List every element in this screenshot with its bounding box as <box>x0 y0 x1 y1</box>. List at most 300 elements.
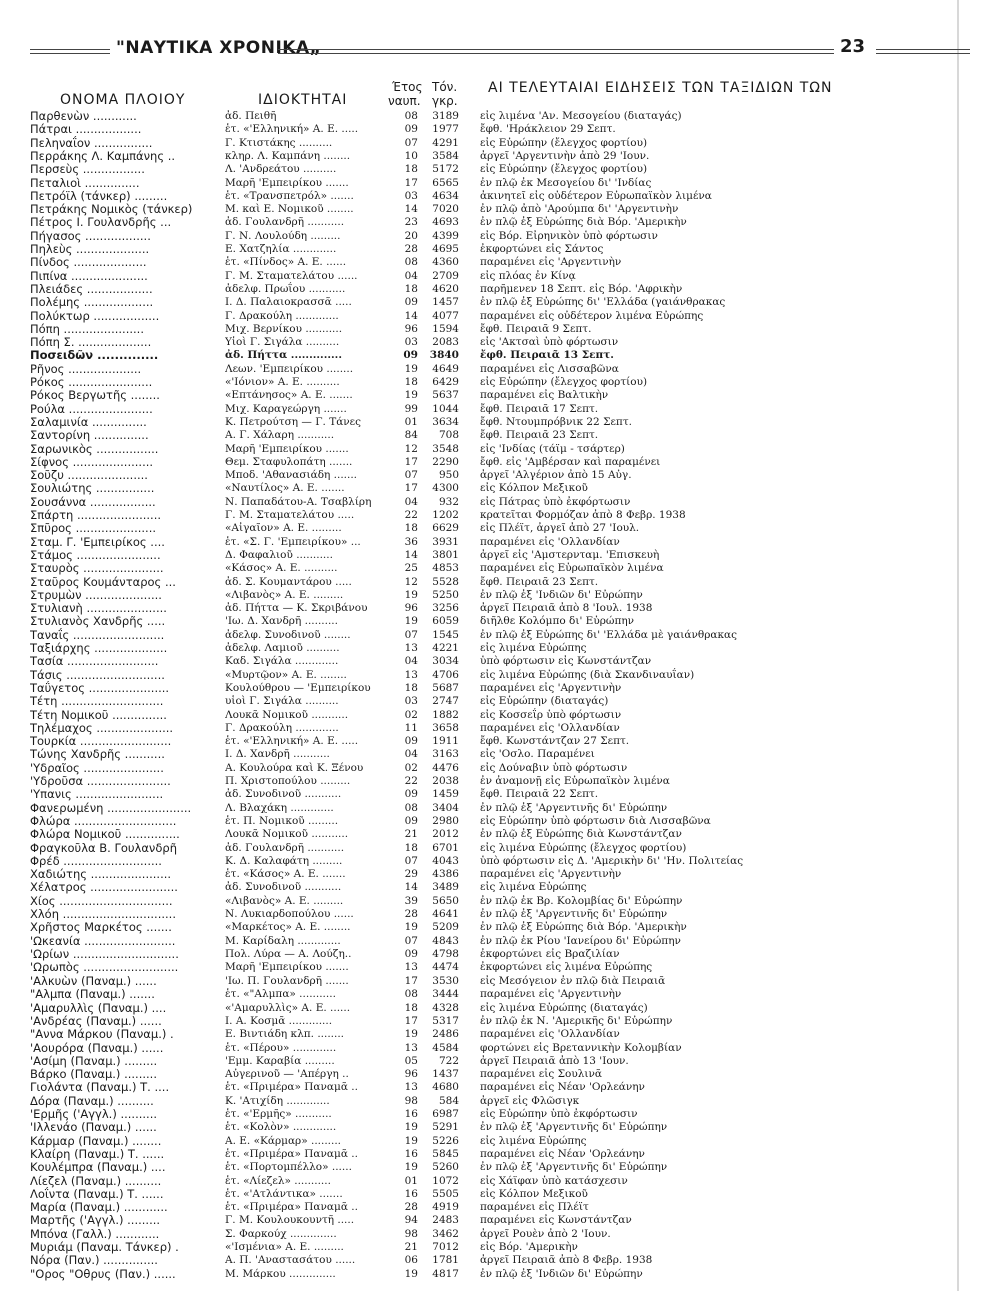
voyage-news: εἰς Μεσόγειον ἐν πλῷ διὰ Πειραιᾶ <box>480 975 666 987</box>
gross-tonnage: 584 <box>438 1094 459 1107</box>
owner-name: Γ. Μ. Σταματελάτου ...... <box>225 269 358 282</box>
voyage-news: παραμένει εἰς Πλέϊτ <box>480 1201 589 1214</box>
table-row <box>0 920 1000 934</box>
ship-name: 'Ιλλενάο (Παναμ.) ...... <box>30 1120 157 1135</box>
voyage-news: παραμένει εἰς Βαλτικὴν <box>480 389 609 402</box>
column-header-ship: ΟΝΟΜΑ ΠΛΟΙΟΥ <box>60 92 186 108</box>
owner-name: Δ. Φαφαλιοῦ ........... <box>225 548 333 561</box>
table-row <box>0 827 1000 841</box>
owner-name: Κ. 'Ατιχίδη ............. <box>225 1094 330 1107</box>
build-year: 14 <box>404 309 418 322</box>
build-year: 03 <box>404 336 418 349</box>
gross-tonnage: 2483 <box>432 1214 459 1227</box>
build-year: 18 <box>404 1001 418 1014</box>
table-row <box>0 854 1000 868</box>
owner-name: ἑτ. «Πίνδος» Α. Ε. ...... <box>225 256 347 269</box>
voyage-news: ἐν πλῷ ἐκ Ν. 'Αμερικῆς δι' Εὐρώπην <box>480 1014 673 1027</box>
owner-name: Μποδ. 'Αθανασιάδη ....... <box>225 469 358 482</box>
gross-tonnage: 2038 <box>432 775 459 787</box>
build-year: 17 <box>404 455 418 468</box>
owner-name: «'Ιόνιον» Α. Ε. .......... <box>225 376 340 388</box>
build-year: 21 <box>404 828 418 841</box>
build-year: 14 <box>404 881 418 894</box>
table-row <box>0 415 1000 429</box>
build-year: 21 <box>404 1241 418 1253</box>
gross-tonnage: 6701 <box>432 841 459 854</box>
table-row <box>0 1147 1000 1161</box>
owner-name: Μιχ. Βερνίκου ........... <box>225 322 343 335</box>
gross-tonnage: 2083 <box>432 336 459 349</box>
table-row <box>0 747 1000 761</box>
table-row <box>0 322 1000 336</box>
build-year: 19 <box>404 588 418 601</box>
voyage-news: ἐν ἀναμονῇ εἰς Εὐρωπαϊκὸν λιμένα <box>480 775 670 787</box>
ship-name: Χέλατρος ........................ <box>30 880 178 895</box>
ship-name: Ρόκος ....................... <box>30 375 153 389</box>
owner-name: ἑτ. «Κάσος» Α. Ε. ....... <box>225 868 346 881</box>
build-year: 07 <box>404 469 418 482</box>
voyage-news: εἰς λιμένα Εὐρώπης <box>480 642 587 654</box>
table-row <box>0 1174 1000 1188</box>
gross-tonnage: 4291 <box>432 136 459 149</box>
owner-name: Μ. καὶ Ε. Νομικοῦ ........ <box>225 203 354 216</box>
ship-name: Νόρα (Παν.) ............... <box>30 1253 158 1268</box>
owner-name: Γ. Δρακούλη ............. <box>225 309 339 322</box>
gross-tonnage: 932 <box>438 495 459 508</box>
voyage-news: ἔφθ. Πειραιᾶ 22 Σεπτ. <box>480 788 599 801</box>
ship-name: Σταμ. Γ. 'Εμπειρίκος .... <box>30 534 165 549</box>
build-year: 84 <box>404 429 418 442</box>
build-year: 98 <box>404 1227 418 1240</box>
gross-tonnage: 4695 <box>432 243 459 255</box>
gross-tonnage: 3801 <box>432 548 459 561</box>
table-row <box>0 867 1000 881</box>
ship-name: Σταυρὸς ...................... <box>30 561 164 576</box>
build-year: 23 <box>404 216 418 229</box>
column-header-year-1: Έτος <box>392 80 423 94</box>
gross-tonnage: 6987 <box>432 1108 459 1120</box>
voyage-news: εἰς Εὐρώπην (ἔλεγχος φορτίου) <box>480 376 648 388</box>
ship-name: Πέτρος Ι. Γουλανδρῆς ... <box>30 215 172 230</box>
owner-name: ἑτ. «Πριμέρα» Παναμᾶ .. <box>225 1147 358 1160</box>
voyage-news: εἰς Πλέϊτ, ἀργεῖ ἀπὸ 27 'Ιουλ. <box>480 522 640 535</box>
table-row <box>0 495 1000 509</box>
voyage-news: εἰς Κόλπον Μεξικοῦ <box>480 482 588 495</box>
gross-tonnage: 4919 <box>432 1201 459 1214</box>
voyage-news: ἀργεῖ 'Αργεντινὴν ἀπὸ 29 'Ιουν. <box>480 149 650 162</box>
build-year: 01 <box>404 415 418 428</box>
owner-name: «'Αμαρυλλὶς» Α. Ε. ...... <box>225 1001 351 1014</box>
build-year: 28 <box>404 1201 418 1214</box>
voyage-news: ἐν πλῷ ἐξ Εὐρώπης διὰ Βόρ. 'Αμερικὴν <box>480 921 687 934</box>
build-year: 16 <box>404 1108 418 1120</box>
build-year: 19 <box>404 1028 418 1041</box>
owner-name: Λ. Βλαχάκη ............. <box>225 801 334 814</box>
voyage-news: ἐν πλῷ ἐξ 'Αργεντινῆς δι' Εὐρώπην <box>480 1161 668 1174</box>
owner-name: «Αἰγαῖον» Α. Ε. ......... <box>225 522 342 535</box>
table-row <box>0 575 1000 589</box>
ship-name: Ρόκος Βεργωτῆς ........ <box>30 388 160 403</box>
owner-name: ἑτ. «'Ελληνική» Α. Ε. ..... <box>225 735 359 748</box>
owner-name: ἑτ. «Πορτομπέλλο» ...... <box>225 1161 352 1174</box>
build-year: 01 <box>404 1174 418 1187</box>
gross-tonnage: 5650 <box>432 894 459 907</box>
owner-name: Μ. Καρίδαλη ............. <box>225 934 341 947</box>
gross-tonnage: 2486 <box>432 1028 459 1041</box>
build-year: 13 <box>404 1041 418 1054</box>
gross-tonnage: 5845 <box>432 1147 459 1160</box>
gross-tonnage: 4641 <box>432 908 459 920</box>
gross-tonnage: 950 <box>438 469 459 482</box>
ship-name: Πιπίνα ..................... <box>30 268 148 283</box>
voyage-news: παραμένει εἰς 'Αργεντινὴν <box>480 256 622 269</box>
build-year: 12 <box>404 442 418 455</box>
table-row <box>0 255 1000 269</box>
gross-tonnage: 4584 <box>432 1041 459 1054</box>
build-year: 09 <box>404 947 418 960</box>
table-row <box>0 508 1000 522</box>
voyage-news: παραμένει εἰς Εὐρωπαϊκὸν λιμένα <box>480 562 664 575</box>
build-year: 07 <box>404 854 418 867</box>
build-year: 19 <box>404 1161 418 1174</box>
ship-name: Βάρκο (Παναμ.) ......... <box>30 1067 157 1082</box>
voyage-news: εἰς πλόας ἐν Κίνᾳ <box>480 269 576 282</box>
owner-name: ἀδ. Πειθῆ <box>225 110 277 122</box>
voyage-news: εἰς λιμένα Εὐρώπης (διὰ Σκανδιναυΐαν) <box>480 668 695 681</box>
voyage-news: παραμένει εἰς Νέαν 'Ορλεάνην <box>480 1081 645 1094</box>
ship-name: Πεταλιοὶ ............... <box>30 175 140 190</box>
gross-tonnage: 3444 <box>432 988 459 1001</box>
owner-name: Λουκᾶ Νομικοῦ ........... <box>225 828 349 841</box>
owner-name: «Μαρκέτος» Α. Ε. ........ <box>225 921 351 934</box>
table-row <box>0 136 1000 150</box>
table-row <box>0 801 1000 815</box>
voyage-news: ἔφθ. Κωνστάντζαν 27 Σεπτ. <box>480 735 630 748</box>
table-row <box>0 202 1000 216</box>
owner-name: Ι. Δ. Παλαιοκρασσᾶ ..... <box>225 296 352 309</box>
gross-tonnage: 1457 <box>432 296 459 309</box>
build-year: 04 <box>404 655 418 668</box>
build-year: 20 <box>404 229 418 242</box>
voyage-news: ἔφθ. εἰς 'Αμβέρσαν καὶ παραμένει <box>480 455 661 468</box>
gross-tonnage: 4300 <box>432 482 459 495</box>
build-year: 18 <box>404 841 418 854</box>
build-year: 07 <box>404 136 418 149</box>
ship-name: Πίνδος .................... <box>30 255 147 270</box>
owner-name: 'Εμμ. Καραβία ......... <box>225 1054 335 1067</box>
voyage-news: ἔφθ. Πειραιᾶ 17 Σεπτ. <box>480 402 599 415</box>
build-year: 08 <box>404 110 418 122</box>
owner-name: κληρ. Λ. Καμπάνη ........ <box>225 149 351 162</box>
owner-name: ἀδ. Πήττα — Κ. Σκριβάνου <box>225 602 368 615</box>
ship-name: Σοῦζυ ...................... <box>30 468 148 483</box>
table-row <box>0 1094 1000 1108</box>
build-year: 28 <box>404 908 418 920</box>
table-row <box>0 162 1000 176</box>
gross-tonnage: 1882 <box>432 708 459 721</box>
ship-name: Πλειάδες .................. <box>30 281 153 296</box>
table-row <box>0 362 1000 376</box>
voyage-news: ἐκφορτώνει εἰς Βραζιλίαν <box>480 947 620 960</box>
table-row <box>0 668 1000 682</box>
ship-name: Ποσειδῶν .............. <box>30 348 159 363</box>
voyage-news: ἐκφορτώνει εἰς Σάντος <box>480 243 604 255</box>
owner-name: ἑτ. «Κολὸν» ............. <box>225 1121 337 1134</box>
ship-name: "Αλμπα (Παναμ.) ....... <box>30 987 155 1002</box>
table-row <box>0 428 1000 442</box>
voyage-news: παραμένει εἰς Νέαν 'Ορλεάνην <box>480 1147 645 1160</box>
table-row <box>0 1107 1000 1121</box>
build-year: 28 <box>404 243 418 255</box>
build-year: 11 <box>404 721 418 734</box>
table-row <box>0 375 1000 389</box>
build-year: 18 <box>404 376 418 388</box>
table-row <box>0 122 1000 136</box>
owner-name: «Λιβανὸς» Α. Ε. ......... <box>225 894 344 907</box>
build-year: 18 <box>404 522 418 535</box>
table-row <box>0 309 1000 323</box>
gross-tonnage: 2290 <box>432 455 459 468</box>
table-row <box>0 109 1000 123</box>
table-row <box>0 894 1000 908</box>
owner-name: Μαρῆ 'Εμπειρίκου ....... <box>225 176 349 189</box>
ship-name: Τέτη Νομικοῦ ............... <box>30 707 167 722</box>
gross-tonnage: 1202 <box>432 509 459 521</box>
build-year: 18 <box>404 163 418 176</box>
build-year: 06 <box>404 1254 418 1267</box>
build-year: 09 <box>404 814 418 827</box>
voyage-news: ἀργεῖ εἰς Φλῶσιγκ <box>480 1094 580 1107</box>
gross-tonnage: 3840 <box>429 349 459 362</box>
owner-name: ἑτ. «Πριμέρα» Παναμᾶ .. <box>225 1081 358 1094</box>
gross-tonnage: 5505 <box>432 1187 459 1200</box>
table-row <box>0 1200 1000 1214</box>
table-row <box>0 641 1000 655</box>
gross-tonnage: 2012 <box>432 828 459 841</box>
owner-name: Ι. Α. Κοσμᾶ ............. <box>225 1014 333 1027</box>
table-row <box>0 1227 1000 1241</box>
ship-name: Σουλιώτης ................ <box>30 481 155 496</box>
owner-name: ἑτ. «Λίεζελ» ........... <box>225 1174 331 1187</box>
page-header <box>30 38 970 62</box>
owner-name: Κ. Δ. Καλαφάτη ......... <box>225 854 343 867</box>
voyage-news: εἰς λιμένα Εὐρώπης <box>480 881 587 894</box>
gross-tonnage: 1437 <box>432 1068 459 1081</box>
owner-name: Ε. Χατζηλία ............. <box>225 243 337 255</box>
build-year: 13 <box>404 668 418 681</box>
column-header-year-2: ναυπ. <box>388 94 421 108</box>
voyage-news: ἀργεῖ 'Αλγέριον ἀπὸ 15 Αὐγ. <box>480 469 632 482</box>
table-row <box>0 934 1000 948</box>
ship-name: 'Αουρόρα (Παναμ.) ...... <box>30 1040 164 1055</box>
ship-name: Λίεζελ (Παναμ.) .......... <box>30 1173 162 1188</box>
owner-name: Α. Π. 'Αναστασάτου ...... <box>225 1254 356 1267</box>
owner-name: Γ. Κτιστάκης .......... <box>225 136 333 149</box>
table-row <box>0 628 1000 642</box>
build-year: 39 <box>404 894 418 907</box>
gross-tonnage: 1545 <box>432 628 459 641</box>
owner-name: Κ. Πετρούτση — Γ. Τάνες <box>225 415 362 428</box>
table-row <box>0 1027 1000 1041</box>
voyage-news: ὑπὸ φόρτωσιν εἰς Κωνστάντζαν <box>480 655 652 668</box>
gross-tonnage: 6629 <box>432 522 459 535</box>
gross-tonnage: 4476 <box>432 761 459 774</box>
voyage-news: ἐν πλῷ ἐξ 'Ινδιῶν δι' Εὐρώπην <box>480 1267 643 1280</box>
owner-name: Καδ. Σιγάλα ............. <box>225 655 339 668</box>
build-year: 36 <box>404 535 418 548</box>
owner-name: Μαρῆ 'Εμπειρίκου ....... <box>225 961 349 974</box>
table-row <box>0 974 1000 988</box>
build-year: 14 <box>404 548 418 561</box>
owner-name: Ν. Παπαδάτου-Α. Τσαβλίρη <box>225 495 372 508</box>
ship-name: 'Υδραῖος ...................... <box>30 760 164 775</box>
build-year: 08 <box>404 256 418 269</box>
gross-tonnage: 4853 <box>432 562 459 575</box>
gross-tonnage: 1594 <box>432 322 459 335</box>
owner-name: ἀδ. Συνοδινοῦ ........... <box>225 881 342 894</box>
voyage-news: φορτώνει εἰς Βρεταννικὴν Κολομβίαν <box>480 1041 682 1054</box>
owner-name: Μαρῆ 'Εμπειρίκου ....... <box>225 442 349 455</box>
build-year: 19 <box>404 615 418 628</box>
table-row <box>0 1001 1000 1015</box>
owner-name: Γ. Ν. Λουλούδη ......... <box>225 229 341 242</box>
ship-name: Σαρωνικὸς ................. <box>30 441 159 456</box>
owner-name: ἀδ. Γουλανδρῆ ........... <box>225 216 345 229</box>
owner-name: Γ. Μ. Κουλουκουντῆ ..... <box>225 1214 355 1227</box>
gross-tonnage: 3256 <box>432 602 459 615</box>
gross-tonnage: 708 <box>438 429 459 442</box>
voyage-news: παραμένει εἰς 'Αργεντινὴν <box>480 868 622 881</box>
build-year: 19 <box>404 389 418 402</box>
table-row <box>0 561 1000 575</box>
voyage-news: ἐν πλῷ ἐκ Ρίου 'Ιανείρου δι' Εὐρώπην <box>480 934 681 947</box>
gross-tonnage: 2709 <box>432 269 459 282</box>
table-row <box>0 1080 1000 1094</box>
gross-tonnage: 4474 <box>432 961 459 974</box>
table-row <box>0 987 1000 1001</box>
voyage-news: εἰς 'Ακτσαὶ ὑπὸ φόρτωσιν <box>480 336 619 349</box>
gross-tonnage: 4360 <box>432 256 459 269</box>
owner-name: Α. Κουλούρα καὶ Κ. Ξένου <box>225 761 364 774</box>
build-year: 22 <box>404 775 418 787</box>
build-year: 19 <box>404 921 418 934</box>
ship-name: Φρέδ ........................... <box>30 853 162 868</box>
gross-tonnage: 3658 <box>432 721 459 734</box>
voyage-news: ἔφθ. Πειραιᾶ 23 Σεπτ. <box>480 429 599 442</box>
ship-name: Στρυμὼν ..................... <box>30 587 162 602</box>
table-row <box>0 176 1000 190</box>
build-year: 96 <box>404 602 418 615</box>
ship-name: Σαλαμινία ............... <box>30 414 147 429</box>
gross-tonnage: 2747 <box>432 695 459 708</box>
owner-name: «Κάσος» Α. Ε. .......... <box>225 562 338 575</box>
voyage-news: ἀργεῖ εἰς 'Αμστερνταμ. 'Επισκευὴ <box>480 548 660 561</box>
ship-name: Σπῦρος ...................... <box>30 521 157 536</box>
table-row <box>0 282 1000 296</box>
table-row <box>0 787 1000 801</box>
ship-name: Παρθενὼν ............ <box>30 109 137 123</box>
ship-name: 'Αλκυὼν (Παναμ.) ...... <box>30 974 157 988</box>
owner-name: Μ. Μάρκου .............. <box>225 1267 336 1280</box>
ship-name: Φραγκοῦλα Β. Γουλανδρῆ <box>30 840 177 855</box>
voyage-news: ἐν πλῷ ἀπὸ 'Αρούμπα δι' 'Αργεντινὴν <box>480 203 679 216</box>
build-year: 18 <box>404 282 418 295</box>
gross-tonnage: 1459 <box>432 788 459 801</box>
ship-name: Πετράκης Νομικὸς (τάνκερ) <box>30 202 193 217</box>
table-row <box>0 242 1000 256</box>
table-row <box>0 774 1000 788</box>
gross-tonnage: 4680 <box>432 1081 459 1094</box>
voyage-news: παραμένει εἰς 'Αργεντινὴν <box>480 988 622 1001</box>
owner-name: Ι. Δ. Χανδρῆ ........... <box>225 748 330 761</box>
voyage-news: εἰς Χάϊφαν ὑπὸ κατάσχεσιν <box>480 1174 628 1187</box>
voyage-news: ἐν πλῷ ἐκ Μεσογείου δι' 'Ινδίας <box>480 176 652 189</box>
table-row <box>0 149 1000 163</box>
ship-name: Ταΰγετος ...................... <box>30 680 170 695</box>
voyage-news: παραμένει εἰς 'Ολλανδίαν <box>480 1028 620 1041</box>
table-row <box>0 548 1000 562</box>
gross-tonnage: 6429 <box>432 376 459 388</box>
gross-tonnage: 5528 <box>432 575 459 588</box>
build-year: 16 <box>404 1147 418 1160</box>
voyage-news: εἰς Βόρ. Εἰρηνικὸν ὑπὸ φόρτωσιν <box>480 229 658 242</box>
ship-name: Στάμος ....................... <box>30 547 161 562</box>
voyage-news: εἰς Κόλπον Μεξικοῦ <box>480 1187 588 1200</box>
build-year: 05 <box>404 1054 418 1067</box>
ship-name: Ταξιάρχης .................... <box>30 641 168 655</box>
owner-name: Π. Χριστοπούλου ......... <box>225 775 351 787</box>
build-year: 04 <box>404 748 418 761</box>
owner-name: ἑτ. «Πριμέρα» Παναμᾶ .. <box>225 1201 358 1214</box>
build-year: 13 <box>404 961 418 974</box>
voyage-news: εἰς Βόρ. 'Αμερικὴν <box>480 1241 578 1253</box>
ship-name: Πηλεὺς .................... <box>30 242 150 256</box>
voyage-news: ἀργεῖ Ρουὲν ἀπὸ 2 'Ιουν. <box>480 1227 611 1240</box>
ship-name: Τουρκία ......................... <box>30 734 172 749</box>
voyage-news: ἐν πλῷ ἐξ Εὐρώπης διὰ Κωνστάντζαν <box>480 828 682 841</box>
table-row <box>0 468 1000 482</box>
voyage-news: εἰς Εὐρώπην (ἔλεγχος φορτίου) <box>480 163 648 176</box>
owner-name: Γ. Μ. Σταματελάτου ..... <box>225 509 355 521</box>
owner-name: ἑτ. «"Αλμπα» ........... <box>225 988 336 1001</box>
build-year: 17 <box>404 176 418 189</box>
ship-name: Χαδιώτης ...................... <box>30 867 172 882</box>
voyage-news: εἰς Δούναβιν ὑπὸ φόρτωσιν <box>480 761 628 774</box>
build-year: 09 <box>403 349 418 362</box>
gross-tonnage: 4620 <box>432 282 459 295</box>
ship-name: Τώνης Χανδρῆς ........... <box>30 747 165 762</box>
voyage-news: ἐν πλῷ ἐξ 'Αργεντινῆς δι' Εὐρώπην <box>480 908 668 920</box>
build-year: 09 <box>404 788 418 801</box>
ship-name: Πολύκτωρ .................. <box>30 308 160 323</box>
gross-tonnage: 5637 <box>432 389 459 402</box>
owner-name: «Επτάνησος» Α. Ε. ....... <box>225 389 353 402</box>
owner-name: Μιχ. Καραγεώργη ....... <box>225 402 347 415</box>
gross-tonnage: 6565 <box>432 176 459 189</box>
table-row <box>0 761 1000 775</box>
table-row <box>0 601 1000 615</box>
gross-tonnage: 1072 <box>432 1174 459 1187</box>
table-row <box>0 215 1000 229</box>
ship-name: Σπάρτη ....................... <box>30 508 162 522</box>
owner-name: ἀδ. Πήττα .............. <box>225 349 342 362</box>
ship-name: 'Ερμῆς ('Αγγλ.) .......... <box>30 1107 158 1121</box>
gross-tonnage: 1781 <box>432 1254 459 1267</box>
build-year: 19 <box>404 1134 418 1147</box>
ship-name: Περσεὺς ................. <box>30 162 145 177</box>
ship-name: Πήγασος .................. <box>30 228 151 243</box>
gross-tonnage: 2980 <box>432 814 459 827</box>
